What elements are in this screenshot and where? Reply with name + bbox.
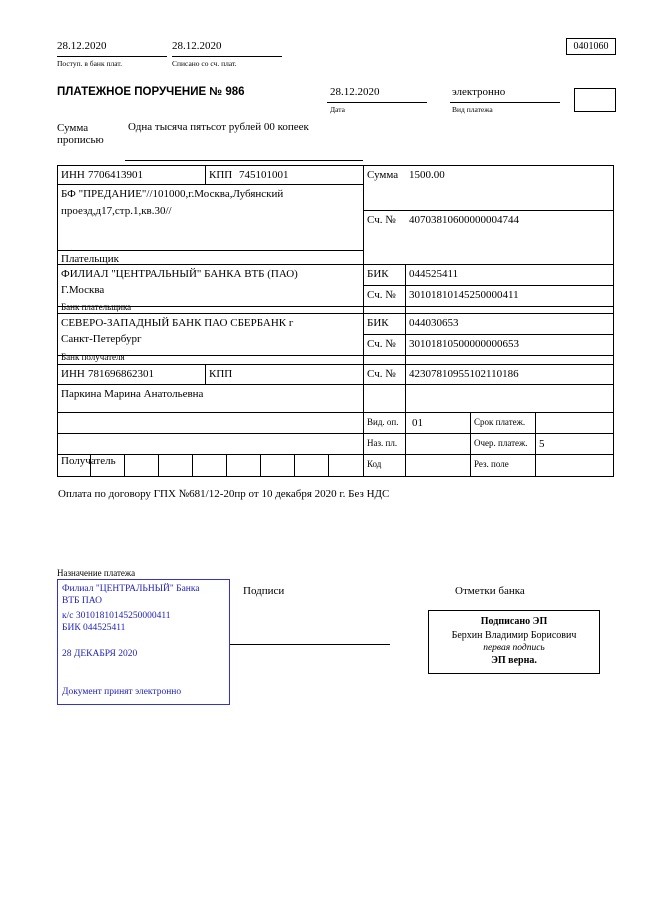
stamp-line4: БИК 044525411 xyxy=(62,623,126,633)
page-title: ПЛАТЕЖНОЕ ПОРУЧЕНИЕ № 986 xyxy=(57,86,245,98)
grid-line xyxy=(405,264,406,412)
payee-bank-account-label: Сч. № xyxy=(367,338,396,350)
payee-bank-bik-label: БИК xyxy=(367,317,389,329)
payee-account-value: 42307810955102110186 xyxy=(409,368,519,380)
signature-line xyxy=(230,644,390,645)
payer-bank-bik-label: БИК xyxy=(367,268,389,280)
esign-name: Берхин Владимир Борисович xyxy=(451,630,577,641)
grid-line xyxy=(57,476,614,477)
grid-line xyxy=(57,165,614,166)
esign-role: первая подпись xyxy=(483,643,545,653)
payer-sum-value: 1500.00 xyxy=(409,169,445,181)
payment-purpose-caption: Назначение платежа xyxy=(57,568,136,578)
grid-line xyxy=(57,306,614,307)
grid-line xyxy=(328,454,329,476)
grid-line xyxy=(205,364,206,384)
term-label: Срок платеж. xyxy=(474,417,526,427)
payee-inn-value: 781696862301 xyxy=(88,368,154,380)
payee-inn-label: ИНН xyxy=(61,368,85,380)
payment-kind-underline xyxy=(450,102,560,103)
stamp-line1: Филиал "ЦЕНТРАЛЬНЫЙ" Банка xyxy=(62,584,200,594)
reserve-label: Рез. поле xyxy=(474,459,509,469)
payee-bank-account-value: 30101810500000000653 xyxy=(409,338,519,350)
writeoff-date-value: 28.12.2020 xyxy=(172,40,222,52)
payment-kind-value: электронно xyxy=(452,86,506,98)
payee-bank-name-line2: Санкт-Петербург xyxy=(61,333,142,345)
form-code-box: 0401060 xyxy=(566,38,616,55)
payee-kpp-label: КПП xyxy=(209,368,233,380)
grid-line xyxy=(57,250,363,251)
esign-title: Подписано ЭП xyxy=(480,616,548,627)
grid-line xyxy=(363,210,614,211)
stamp-line5: 28 ДЕКАБРЯ 2020 xyxy=(62,649,138,659)
code-label: Код xyxy=(367,459,382,469)
sum-in-words-value: Одна тысяча пятьсот рублей 00 копеек xyxy=(128,121,309,133)
payee-name: Паркина Марина Анатольевна xyxy=(61,388,204,400)
grid-line xyxy=(260,454,261,476)
grid-line xyxy=(405,412,406,476)
sum-in-words-caption-line1: Сумма xyxy=(57,122,89,134)
payer-account-value: 40703810600000004744 xyxy=(409,214,519,226)
bank-marks-caption: Отметки банка xyxy=(455,585,525,597)
grid-line xyxy=(535,412,536,476)
stamp-line6: Документ принят электронно xyxy=(62,687,182,697)
writeoff-date-underline xyxy=(172,56,282,57)
esign-valid: ЭП верна. xyxy=(491,655,537,666)
op-kind-label: Вид. оп. xyxy=(367,417,399,427)
grid-line xyxy=(363,285,614,286)
grid-line xyxy=(226,454,227,476)
grid-line xyxy=(57,165,58,476)
writeoff-date-caption: Списано со сч. плат. xyxy=(172,59,237,68)
grid-line xyxy=(57,264,614,265)
grid-line xyxy=(57,313,614,314)
document-date-value: 28.12.2020 xyxy=(330,86,380,98)
priority-label: Очер. платеж. xyxy=(474,438,528,448)
payer-bank-bik-value: 044525411 xyxy=(409,268,459,280)
payer-inn-label: ИНН xyxy=(61,169,85,181)
payer-name-line2: проезд,д17,стр.1,кв.30// xyxy=(61,205,172,217)
payer-kpp-label: КПП xyxy=(209,169,233,181)
stamp-line3: к/с 30101810145250000411 xyxy=(62,611,171,621)
op-kind-value: 01 xyxy=(412,417,423,429)
bank-stamp-box xyxy=(57,579,230,705)
signatures-caption: Подписи xyxy=(243,585,285,597)
grid-line xyxy=(57,412,614,413)
payee-bank-caption: Банк получателя xyxy=(61,352,125,362)
payer-bank-name-line1: ФИЛИАЛ "ЦЕНТРАЛЬНЫЙ" БАНКА ВТБ (ПАО) xyxy=(61,268,298,280)
grid-line xyxy=(294,454,295,476)
grid-line xyxy=(57,454,614,455)
payer-bank-account-label: Сч. № xyxy=(367,289,396,301)
payer-inn-value: 7706413901 xyxy=(88,169,143,181)
grid-line xyxy=(124,454,125,476)
payee-bank-bik-value: 044030653 xyxy=(409,317,459,329)
payment-purpose-text: Оплата по договору ГПХ №681/12-20пр от 10 декабря 2020 г. Без НДС xyxy=(58,488,390,500)
grid-line xyxy=(363,165,364,476)
receipt-date-underline xyxy=(57,56,167,57)
receipt-date-caption: Поступ. в банк плат. xyxy=(57,59,122,68)
grid-line xyxy=(192,454,193,476)
payee-bank-name-line1: СЕВЕРО-ЗАПАДНЫЙ БАНК ПАО СБЕРБАНК г xyxy=(61,317,294,329)
grid-line xyxy=(363,334,614,335)
receipt-date-value: 28.12.2020 xyxy=(57,40,107,52)
payee-account-label: Сч. № xyxy=(367,368,396,380)
payer-name-line1: БФ "ПРЕДАНИЕ"//101000,г.Москва,Лубянский xyxy=(61,188,284,200)
grid-line xyxy=(57,364,614,365)
payer-sum-label: Сумма xyxy=(367,169,399,181)
stamp-line2: ВТБ ПАО xyxy=(62,596,102,606)
electronic-signature-box xyxy=(428,610,600,674)
payer-bank-account-value: 30101810145250000411 xyxy=(409,289,519,301)
document-date-caption: Дата xyxy=(330,105,345,114)
payer-account-label: Сч. № xyxy=(367,214,396,226)
document-date-underline xyxy=(327,102,427,103)
payee-caption: Получатель xyxy=(61,455,116,467)
grid-line xyxy=(470,412,471,476)
grid-line xyxy=(205,165,206,184)
payer-bank-caption: Банк плательщика xyxy=(61,302,132,312)
payer-caption: Плательщик xyxy=(61,253,119,265)
payment-kind-box xyxy=(574,88,616,112)
payer-bank-name-line2: Г.Москва xyxy=(61,284,105,296)
grid-line xyxy=(57,184,363,185)
purpose-code-label: Наз. пл. xyxy=(367,438,398,448)
payer-kpp-value: 745101001 xyxy=(239,169,289,181)
grid-line xyxy=(57,433,614,434)
sum-in-words-underline xyxy=(125,160,363,161)
sum-in-words-caption-line2: прописью xyxy=(57,134,104,146)
priority-value: 5 xyxy=(539,438,545,450)
grid-line xyxy=(57,355,614,356)
grid-line xyxy=(613,165,614,476)
grid-line xyxy=(57,384,614,385)
grid-line xyxy=(158,454,159,476)
payment-kind-caption: Вид платежа xyxy=(452,105,493,114)
